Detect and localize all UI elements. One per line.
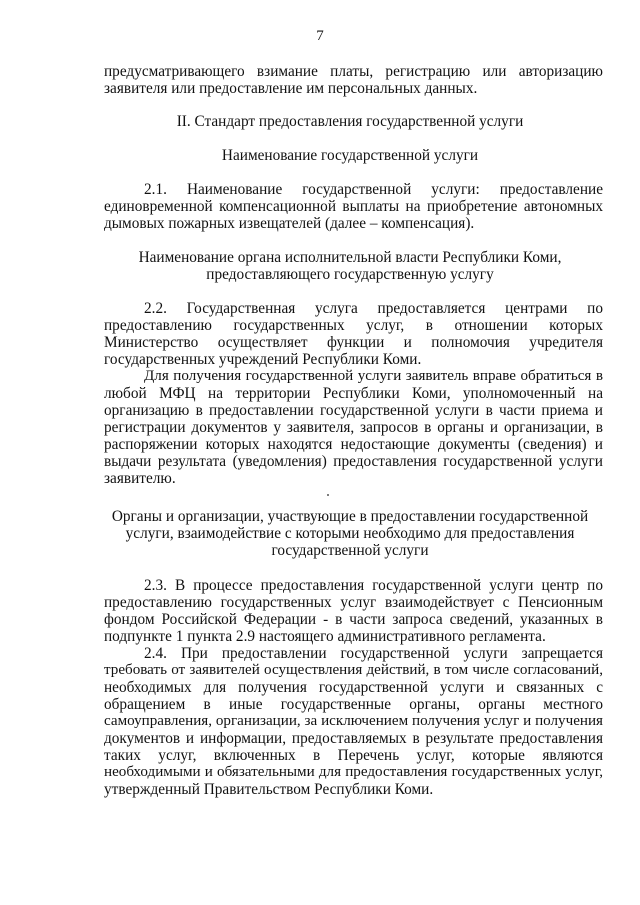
p23-line-3: фондом Российской Федерации - в части запроса сведений, указанных в [104,611,603,628]
p22b-line-1: Для получения государственной услуги заявитель вправе обратиться в [144,368,603,384]
p24-line-2: требовать от заявителей осуществления действий, в том числе согласований, [104,662,603,678]
heading-bodies-line-2: услуги, взаимодействие с которыми необходимо для предоставления [125,525,575,542]
p24-line-1: 2.4. При предоставлении государственной услуги запрещается [144,645,603,662]
p24-line-9: утвержденный Правительством Республики Коми. [104,781,434,798]
p22-line-1: 2.2. Государственная услуга предоставляется центрами по [144,300,603,317]
heading-org-line-1: Наименование органа исполнительной власти Республики Коми, [138,249,562,266]
p22b-line-4: регистрации документов у заявителя, запросов в органы и организации, в [104,419,603,436]
p23-line-2: предоставлению государственных услуг взаимодействует с Пенсионным [104,594,603,611]
stray-dot [327,494,329,496]
p24-line-6: документов и информации, предоставляемых в результате предоставления [104,730,603,747]
p22-line-4: государственных учреждений Республики Коми. [104,351,422,368]
page-number: 7 [316,28,324,44]
p24-line-5: самоуправления, организации, за исключением получения услуг и получения [104,713,603,729]
p22-line-3: Министерство осуществляет функции и полномочия учредителя [104,334,603,351]
p22b-line-3: организацию в предоставлении государственной услуги в части приема и [104,402,603,419]
p22-line-2: предоставлению государственных услуг, в отношении которых [104,317,603,334]
p22b-line-5: распоряжении которых находятся недостающие документы (сведения) и [104,436,603,453]
p22b-line-6: выдачи результата (уведомления) предоставления государственной услуги [104,453,603,470]
p23-line-1: 2.3. В процессе предоставления государственной услуги центр по [144,577,603,594]
section-title: II. Стандарт предоставления государственной услуги [176,113,524,130]
heading-org-line-2: предоставляющего государственную услугу [206,266,494,283]
heading-service-name: Наименование государственной услуги [221,147,479,164]
heading-bodies-line-3: государственной услуги [271,542,429,559]
p22b-line-7: заявителю. [104,470,176,487]
p24-line-3: необходимых для получения государственной услуги и связанных с [104,679,603,696]
p22b-line-2: любой МФЦ на территории Республики Коми, уполномоченный на [104,385,603,402]
p21-line-1: 2.1. Наименование государственной услуги: предоставление [144,181,603,198]
p23-line-4: подпункте 1 пункта 2.9 настоящего административного регламента. [104,628,546,645]
p21-line-2: единовременной компенсационной выплаты на приобретение автономных [104,198,603,215]
intro-line-2: заявителя или предоставление им персональных данных. [104,80,478,97]
p24-line-8: необходимыми и обязательными для предоставления государственных услуг, [104,764,603,780]
intro-line-1: предусматривающего взимание платы, регистрацию или авторизацию [104,63,603,80]
p24-line-4: обращением в иные государственные органы, органы местного [104,696,603,713]
heading-bodies-line-1: Органы и организации, участвующие в предоставлении государственной [111,508,589,525]
p21-line-3: дымовых пожарных извещателей (далее – компенсация). [104,215,475,232]
p24-line-7: таких услуг, включенных в Перечень услуг, которые являются [104,747,603,764]
